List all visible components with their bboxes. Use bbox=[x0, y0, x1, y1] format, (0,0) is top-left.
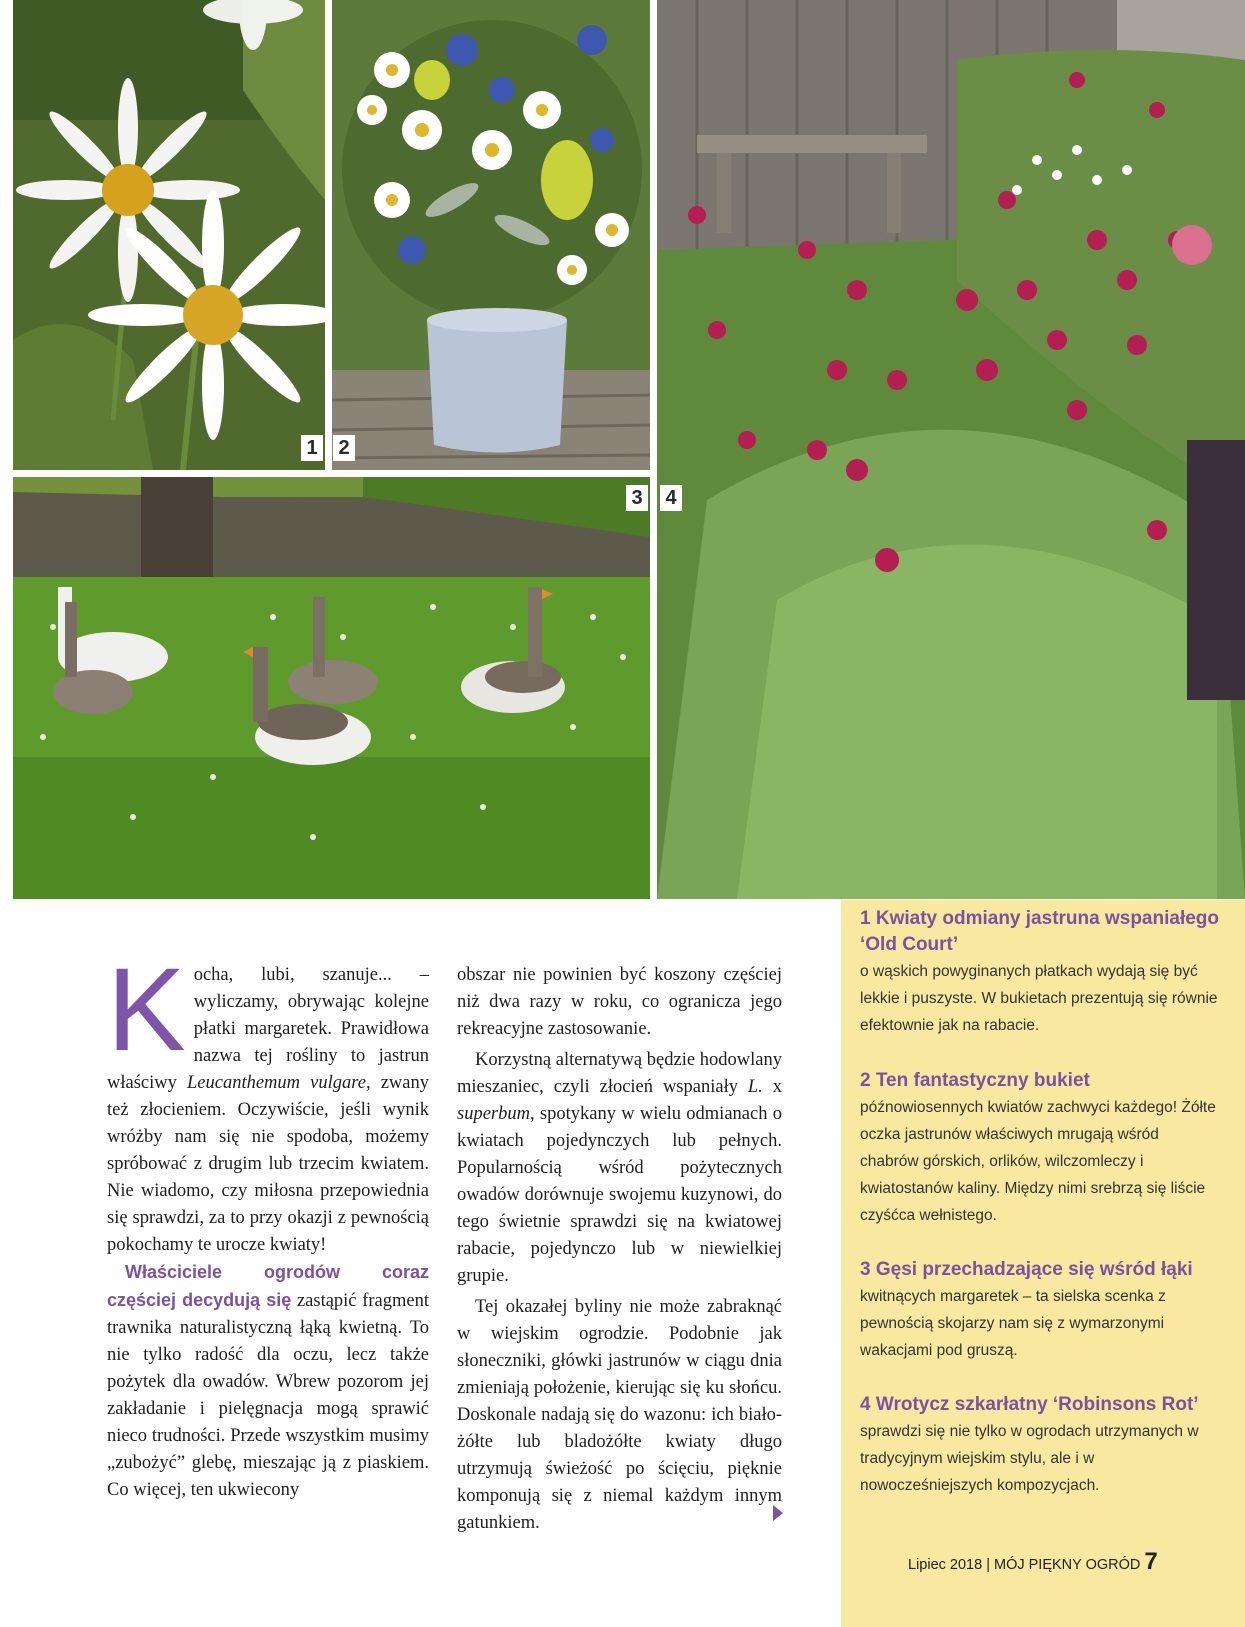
latin-species: superbum bbox=[457, 1104, 530, 1124]
caption-2-heading: Ten fantastyczny bukiet bbox=[875, 1070, 1090, 1091]
photo-number-3: 3 bbox=[626, 485, 648, 511]
photo-geese bbox=[13, 477, 650, 899]
caption-4 bbox=[860, 1392, 1220, 1499]
caption-1 bbox=[860, 906, 1220, 1039]
caption-3-number: 3 bbox=[860, 1259, 871, 1280]
caption-4-body: sprawdzi się nie tylko w ogrodach utrzymanych w tradycyjnym wiejskim stylu, ale i w nowocześniejszych kompozycjach. bbox=[860, 1423, 1199, 1494]
hybrid-x: x bbox=[762, 1077, 782, 1097]
lead-phrase: Właściciele ogrodów coraz częściej decydują się bbox=[107, 1262, 429, 1310]
caption-1-heading: Kwiaty odmiany jastruna wspaniałego ‘Old Court’ bbox=[860, 908, 1220, 955]
article-column-2 bbox=[457, 962, 782, 1537]
drop-cap: K bbox=[107, 944, 186, 1076]
paragraph-village-garden: Tej okazałej byliny nie może zabraknąć w wiejskim ogrodzie. Podobnie jak słoneczniki, główki jastrunów w ciągu dnia zmieniają położenie, kierując się ku słońcu. Doskonale nadają się do wazonu: ich biało-żółte lub bladożółte kwiaty długo utrzymują świeżość po ścięciu, pięknie komponują się z niemal każdym innym gatunkiem. bbox=[457, 1297, 782, 1533]
photo-pyrethrum bbox=[657, 0, 1245, 899]
photo-daisies bbox=[13, 0, 325, 470]
caption-1-number: 1 bbox=[860, 908, 871, 929]
caption-4-heading: Wrotycz szkarłatny ‘Robinsons Rot’ bbox=[875, 1394, 1199, 1415]
caption-3 bbox=[860, 1257, 1220, 1364]
caption-2-body: późnowiosennych kwiatów zachwyci każdego! Żółte oczka jastrunów właściwych mrugają wśród chabrów górskich, orlików, wilczomleczy i kwiatostanów kaliny. Między nimi srebrzą się liście czyśćca wełnistego. bbox=[860, 1099, 1216, 1224]
intro-text: ocha, lubi, szanuje... – wyliczamy, obrywając kolejne płatki margaretek. Prawidłowa nazwa tej rośliny to jastrun właściwy bbox=[107, 965, 429, 1093]
caption-1-body: o wąskich powyginanych płatkach wydają się być lekkie i puszyste. W bukietach prezentują się równie efektownie jak na rabacie. bbox=[860, 963, 1218, 1034]
article-column-1 bbox=[107, 944, 430, 1504]
paragraph-meadow: zastąpić fragment trawnika naturalistyczną łąką kwietną. To nie tylko radość dla oczu, lecz także pożytek dla owadów. Wbrew pozorom jej zakładanie i pielęgnacja mogą sprawić nieco trudności. Przede wszystkim musimy „zubożyć” glebę, mieszając ją z piaskiem. Co więcej, ten ukwiecony bbox=[107, 1291, 429, 1500]
intro-text-rest: , zwany też złocieniem. Oczywiście, jeśli wynik wróżby nam się nie spodoba, możemy spróbować z drugim lub trzecim kwiatem. Nie wiadomo, czy miłosna przepowiednia się sprawdzi, za to przy okazji z pewnością pokochamy te urocze kwiaty! bbox=[107, 1073, 430, 1255]
photo-number-1: 1 bbox=[301, 435, 323, 461]
caption-2-number: 2 bbox=[860, 1070, 871, 1091]
photo-bouquet bbox=[332, 0, 650, 470]
latin-name: Leucanthemum vulgare bbox=[187, 1073, 366, 1093]
latin-genus: L. bbox=[747, 1077, 763, 1097]
paragraph-mowing: obszar nie powinien być koszony częściej niż dwa razy w roku, co ogranicza jego rekreacyjne zastosowanie. bbox=[457, 965, 782, 1039]
photo-number-4: 4 bbox=[660, 485, 682, 511]
footer-issue: Lipiec 2018 | MÓJ PIĘKNY OGRÓD bbox=[908, 1557, 1141, 1573]
caption-3-heading: Gęsi przechadzające się wśród łąki bbox=[875, 1259, 1193, 1280]
page-footer bbox=[908, 1548, 1228, 1576]
paragraph-hybrid-a: Korzystną alternatywą będzie hodowlany mieszaniec, czyli złocień wspaniały bbox=[457, 1050, 782, 1097]
photo-number-2: 2 bbox=[333, 435, 355, 461]
continue-arrow-icon bbox=[773, 1505, 783, 1521]
page-number: 7 bbox=[1144, 1548, 1158, 1575]
caption-2 bbox=[860, 1068, 1220, 1229]
caption-3-body: kwitnących margaretek – ta sielska scenka z pewnością skojarzy nam się z wymarzonymi wakacjami pod gruszą. bbox=[860, 1288, 1166, 1359]
paragraph-hybrid-c: , spotykany w wielu odmianach o kwiatach pojedynczych lub pełnych. Popularnością wśród pożytecznych owadów dorównuje swojemu kuzynowi, do tego świetnie sprawdzi się na kwiatowej rabacie, pojedynczo lub w niewielkiej grupie. bbox=[457, 1104, 782, 1286]
caption-4-number: 4 bbox=[860, 1394, 871, 1415]
